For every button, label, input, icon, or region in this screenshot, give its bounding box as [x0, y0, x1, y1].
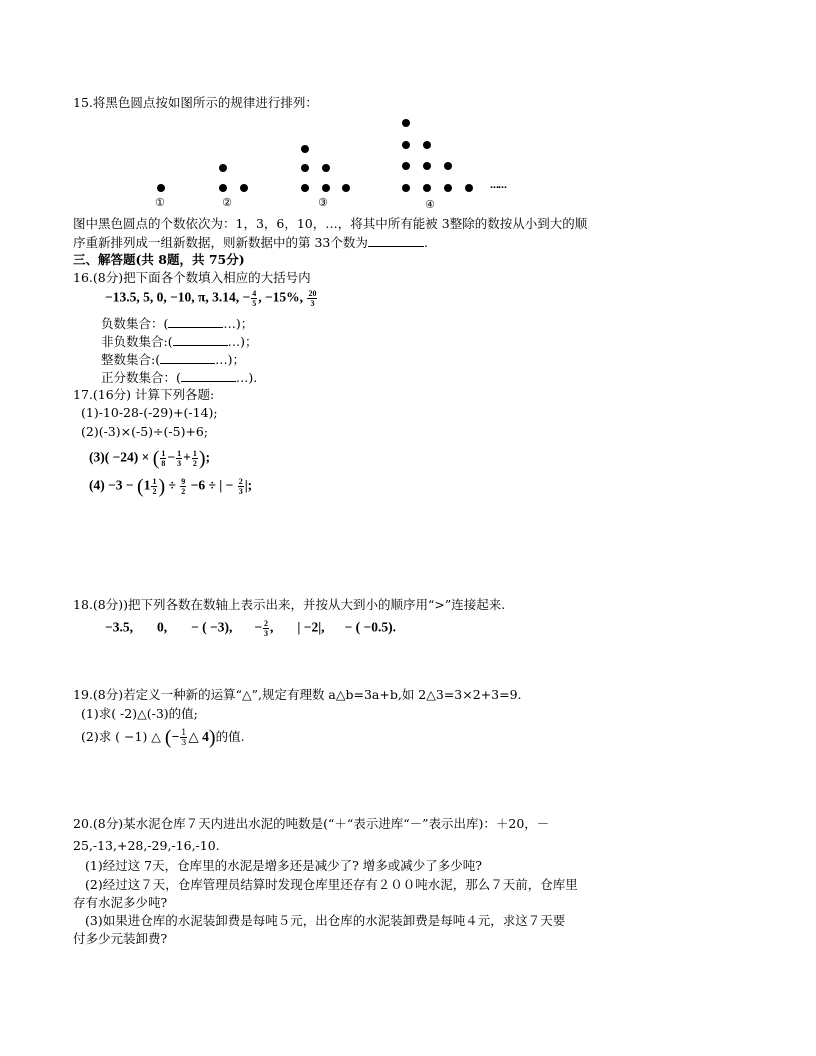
answer-blank[interactable]: [368, 234, 424, 247]
answer-blank[interactable]: [181, 369, 236, 382]
figure-label-1: ①: [155, 196, 165, 209]
set-integer: 整数集合:( …)；: [101, 352, 245, 367]
dot: [301, 184, 309, 192]
q17-title: 17.(16分) 计算下列各题:: [73, 387, 215, 402]
dot: [322, 184, 330, 192]
q15-line3-text: 序重新排列成一组新数据，则新数据中的第 33个数为: [73, 235, 368, 250]
q15-line3-end: .: [423, 235, 428, 250]
dot: [301, 164, 309, 172]
dot: [423, 141, 431, 149]
q17-part2: (2)(-3)×(-5)÷(-5)+6;: [81, 424, 209, 439]
dot: [240, 184, 248, 192]
q20-part3-cont: 付多少元装卸费?: [73, 931, 168, 946]
dot: [444, 162, 452, 170]
dot: [423, 162, 431, 170]
q20-part2-cont: 存有水泥多少吨?: [73, 895, 168, 910]
q15-line1: 15.将黑色圆点按如图所示的规律进行排列：: [73, 95, 318, 110]
dot: [402, 184, 410, 192]
fraction: $\frac{1}{2}$: [192, 449, 197, 468]
q19-title: 19.(8分)若定义一种新的运算“△”,规定有理数 a△b=3a+b,如 2△3=3×2+3=9.: [73, 687, 522, 702]
dot: [444, 184, 452, 192]
answer-blank[interactable]: [168, 315, 223, 328]
q18-title: 18.(8分))把下列各数在数轴上表示出来，并按从大到小的顺序用“>”连接起来.: [73, 597, 506, 612]
figure-label-3: ③: [318, 196, 328, 209]
set-nonnegative: 非负数集合:( …)；: [101, 334, 258, 349]
answer-blank[interactable]: [173, 333, 228, 346]
dot: [402, 141, 410, 149]
set-positive-fraction: 正分数集合：( …).: [101, 370, 258, 385]
set-negative: 负数集合：( …)；: [101, 316, 254, 331]
q20-line2: 25,-13,+28,-29,-16,-10.: [73, 838, 220, 853]
fraction: $\frac{1}{3}$: [181, 728, 187, 747]
dot: [322, 164, 330, 172]
fraction: $\frac{2}{3}$: [264, 619, 269, 638]
dot: [423, 184, 431, 192]
fraction: $\frac{1}{8}$: [161, 449, 166, 468]
q20-part2: (2)经过这７天，仓库管理员结算时发现仓库里还存有２００吨水泥，那么７天前，仓库里: [85, 877, 578, 892]
fraction: $\frac{20}{3}$: [308, 289, 317, 308]
dot: [219, 164, 227, 172]
section-heading: 三、解答题(共 8题，共 75分): [73, 252, 245, 267]
q17-part1: (1)-10-28-(-29)+(-14);: [81, 405, 218, 420]
fraction: $\frac{1}{2}$: [152, 477, 157, 496]
q16-nums-mid: , −15%,: [258, 289, 307, 305]
q15-line2: 图中黑色圆点的个数依次为：1，3，6，10，…，将其中所有能被 3整除的数按从小到大的顺: [73, 216, 588, 231]
dot: [342, 184, 350, 192]
fraction: $\frac{9}{2}$: [181, 477, 186, 496]
ellipsis: ……: [490, 181, 506, 191]
answer-blank[interactable]: [160, 351, 215, 364]
dot: [402, 119, 410, 127]
q19-part1: (1)求( -2)△(-3)的值;: [81, 706, 198, 721]
q18-numbers: −3.5, 0, − ( −3), − $\frac{2}{3}$ , | −2|, − ( −0.5).: [105, 619, 396, 638]
q20-part3: (3)如果进仓库的水泥装卸费是每吨５元，出仓库的水泥装卸费是每吨４元，求这７天要: [85, 913, 566, 928]
q20-line1: 20.(8分)某水泥仓库７天内进出水泥的吨数是(“＋“表示进库“－”表示出库)：＋20，－: [73, 816, 550, 831]
figure-label-2: ②: [222, 196, 232, 209]
q17-part4: (4) −3 − (1 $\frac{1}{2}$ ) ÷ $\frac{9}{2}$ −6 ÷ | − $\frac{2}{3}$ |;: [89, 475, 253, 498]
dot: [465, 184, 473, 192]
q15-line3: [73, 234, 428, 251]
dot: [301, 145, 309, 153]
q20-part1: (1)经过这 7天，仓库里的水泥是增多还是减少了? 增多或减少了多少吨?: [85, 858, 483, 873]
fraction: $\frac{2}{3}$: [238, 477, 243, 496]
figure-label-4: ④: [425, 198, 435, 211]
q16-nums-pre: −13.5, 5, 0, −10, π, 3.14, −: [105, 289, 251, 305]
dot: [157, 184, 165, 192]
fraction: $\frac{4}{5}$: [252, 289, 257, 308]
q17-part3: (3)( −24) × ( $\frac{1}{8}$ − $\frac{1}{3}$ + $\frac{1}{2}$ );: [89, 447, 210, 470]
dot: [219, 184, 227, 192]
q16-title: 16.(8分)把下面各个数填入相应的大括号内: [73, 270, 311, 285]
q19-part2: (2)求 ( −1) △ (− $\frac{1}{3}$ △ 4)的值.: [81, 726, 245, 749]
q16-numbers: [105, 289, 318, 308]
fraction: $\frac{1}{3}$: [177, 449, 182, 468]
dot: [402, 162, 410, 170]
